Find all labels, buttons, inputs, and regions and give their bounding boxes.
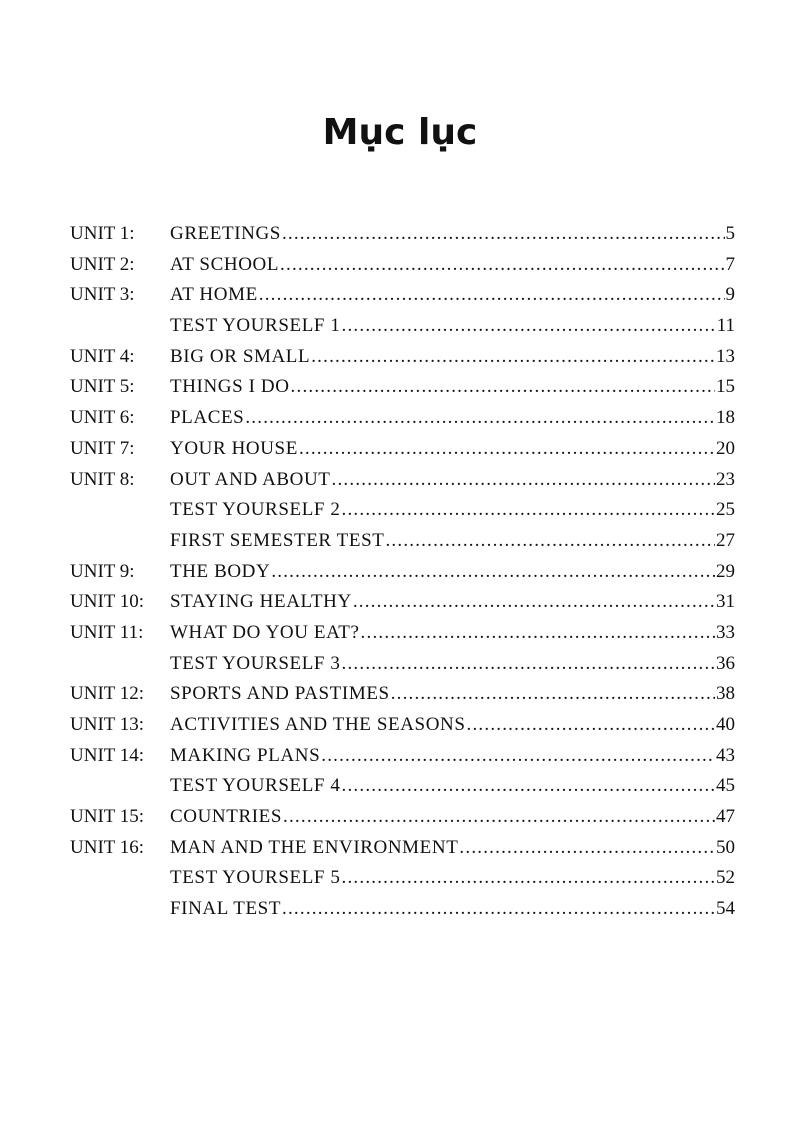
toc-entry-title: OUT AND ABOUT [170,468,331,490]
toc-entry[interactable] [70,557,735,588]
toc-entry-title: THINGS I DO [170,376,290,398]
toc-entry[interactable] [70,311,735,342]
toc-page-number: 47 [716,806,735,828]
toc-entry[interactable] [70,342,735,373]
toc-page-number: 23 [716,468,735,490]
toc-entry-title: TEST YOURSELF 4 [170,775,341,797]
dot-leader [282,894,715,925]
dot-leader [342,771,715,802]
table-of-contents [70,219,735,925]
toc-unit-label: UNIT 10: [70,591,145,613]
toc-page-number: 13 [716,345,735,367]
toc-entry[interactable] [70,372,735,403]
toc-page-number: 50 [716,836,735,858]
toc-page-number: 7 [725,253,735,275]
toc-entry[interactable] [70,894,735,925]
toc-page-number: 11 [716,315,735,337]
dot-leader [299,434,715,465]
toc-page-number: 43 [716,744,735,766]
toc-entry-title: SPORTS AND PASTIMES [170,683,390,705]
toc-entry-title: TEST YOURSELF 1 [170,315,341,337]
toc-entry[interactable] [70,495,735,526]
toc-entry-title: COUNTRIES [170,806,283,828]
toc-entry-title: FIRST SEMESTER TEST [170,529,385,551]
toc-entry-title: TEST YOURSELF 3 [170,652,341,674]
toc-entry[interactable] [70,403,735,434]
toc-entry[interactable] [70,250,735,281]
toc-entry-title: AT HOME [170,284,258,306]
dot-leader [459,833,715,864]
toc-entry-title: GREETINGS [170,223,281,244]
dot-leader [342,863,715,894]
dot-leader [259,280,725,311]
toc-unit-label: UNIT 7: [70,437,135,459]
toc-unit-label: UNIT 9: [70,560,135,582]
toc-entry[interactable] [70,219,735,250]
toc-entry-title: BIG OR SMALL [170,345,311,367]
toc-unit-label: UNIT 3: [70,284,135,306]
toc-unit-label: UNIT 13: [70,714,145,735]
dot-leader [291,372,715,403]
toc-entry[interactable] [70,710,735,741]
toc-entry-title: AT SCHOOL [170,253,280,275]
toc-entry-title: STAYING HEALTHY [170,591,352,613]
toc-entry[interactable] [70,587,735,618]
toc-entry[interactable] [70,465,735,496]
toc-entry-title: YOUR HOUSE [170,437,298,459]
toc-unit-label: UNIT 16: [70,836,145,858]
toc-entry-title: TEST YOURSELF 5 [170,867,341,889]
toc-page-number: 9 [725,284,735,306]
toc-unit-label: UNIT 8: [70,468,135,490]
dot-leader [361,618,715,649]
toc-entry[interactable] [70,618,735,649]
toc-page-number: 25 [716,499,735,521]
toc-entry-title: MAKING PLANS [170,744,321,766]
toc-entry-title: WHAT DO YOU EAT? [170,621,360,643]
dot-leader [282,219,725,250]
toc-page-number: 33 [716,621,735,643]
toc-page-number: 40 [716,714,735,735]
dot-leader [332,465,715,496]
toc-entry[interactable] [70,280,735,311]
toc-page-number: 27 [716,529,735,551]
toc-page-number: 5 [725,223,735,244]
dot-leader [342,495,715,526]
dot-leader [391,679,715,710]
dot-leader [342,649,715,680]
toc-entry-title: THE BODY [170,560,271,582]
dot-leader [271,557,715,588]
toc-page-number: 54 [716,898,735,920]
dot-leader [353,587,715,618]
toc-unit-label: UNIT 4: [70,345,135,367]
toc-entry[interactable] [70,741,735,772]
toc-unit-label: UNIT 2: [70,253,135,275]
toc-entry-title: ACTIVITIES AND THE SEASONS [170,714,466,735]
page-title: Mục lục [322,112,478,153]
dot-leader [342,311,716,342]
toc-entry-title: TEST YOURSELF 2 [170,499,341,521]
toc-page-number: 29 [716,560,735,582]
toc-page-number: 52 [716,867,735,889]
toc-entry[interactable] [70,771,735,802]
dot-leader [321,741,715,772]
toc-page-number: 36 [716,652,735,674]
toc-entry[interactable] [70,802,735,833]
dot-leader [385,526,715,557]
toc-unit-label: UNIT 1: [70,223,135,244]
dot-leader [245,403,715,434]
toc-page-number: 31 [716,591,735,613]
toc-entry[interactable] [70,649,735,680]
dot-leader [311,342,715,373]
dot-leader [467,710,715,741]
toc-unit-label: UNIT 6: [70,407,135,429]
toc-page-number: 20 [716,437,735,459]
toc-unit-label: UNIT 11: [70,621,144,643]
toc-page-number: 15 [716,376,735,398]
toc-unit-label: UNIT 12: [70,683,145,705]
toc-entry[interactable] [70,434,735,465]
toc-page-number: 18 [716,407,735,429]
dot-leader [280,250,724,281]
dot-leader [283,802,715,833]
toc-unit-label: UNIT 5: [70,376,135,398]
toc-entry-title: PLACES [170,407,245,429]
toc-unit-label: UNIT 14: [70,744,145,766]
toc-page-number: 38 [716,683,735,705]
toc-page-number: 45 [716,775,735,797]
toc-unit-label: UNIT 15: [70,806,145,828]
toc-entry-title: MAN AND THE ENVIRONMENT [170,836,459,858]
toc-entry-title: FINAL TEST [170,898,282,920]
toc-entry[interactable] [70,526,735,557]
toc-entry[interactable] [70,679,735,710]
toc-entry[interactable] [70,863,735,894]
toc-entry[interactable] [70,833,735,864]
